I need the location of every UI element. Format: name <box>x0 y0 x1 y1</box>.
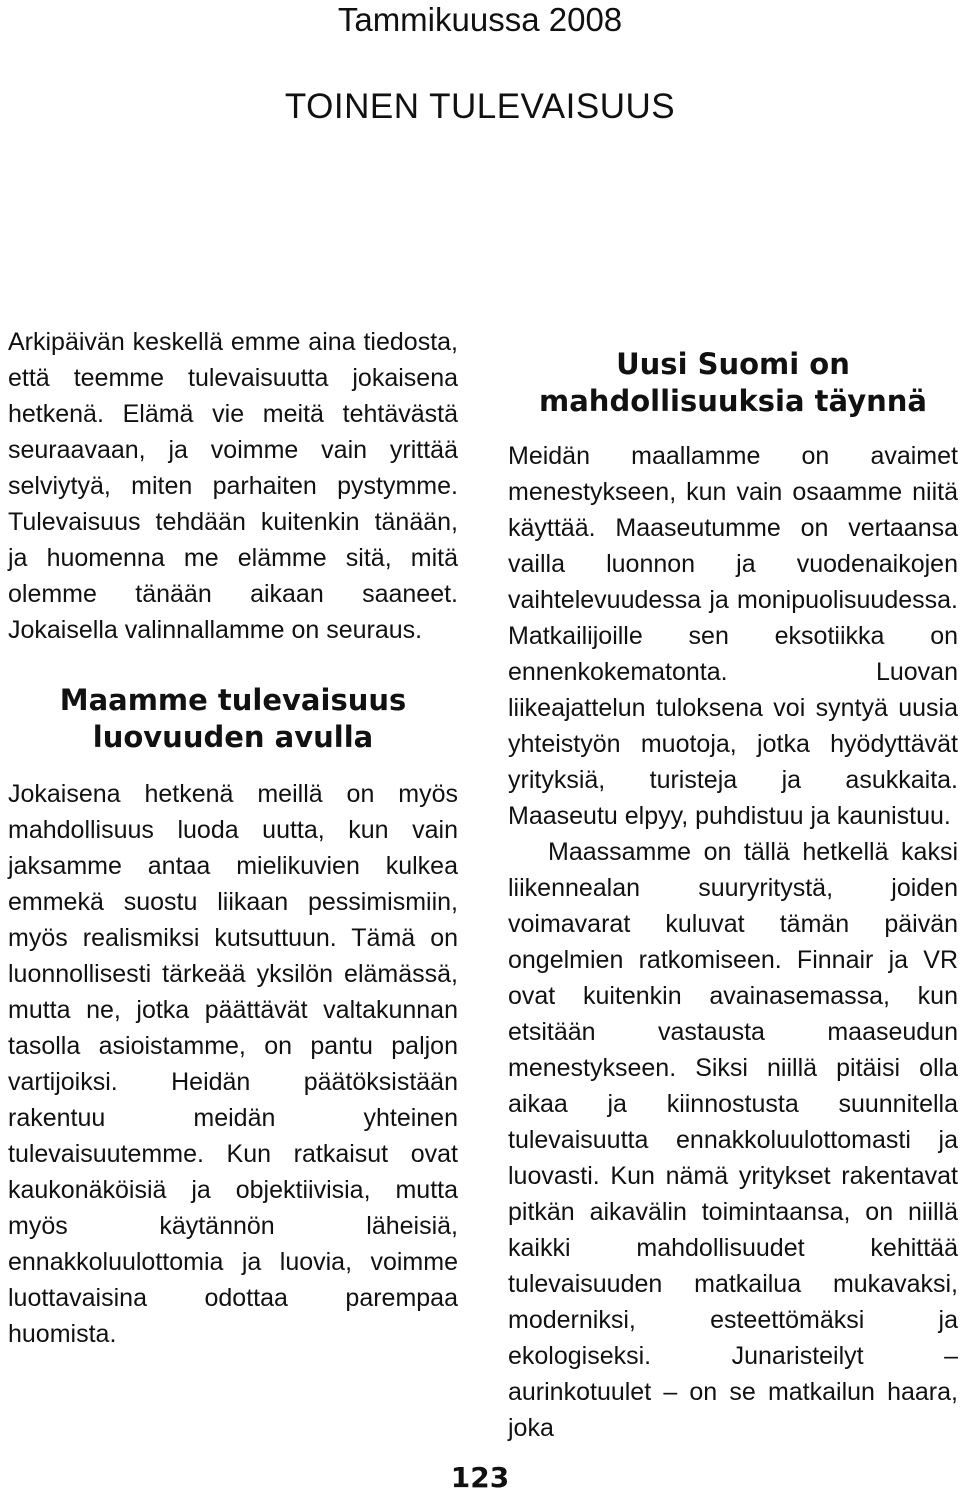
page-number: 123 <box>450 1461 510 1494</box>
page-title: TOINEN TULEVAISUUS <box>284 87 676 126</box>
left-subheading: Maamme tulevaisuus luovuuden avulla <box>59 683 407 754</box>
right-paragraph-1: Meidän maallamme on avaimet menestykseen, kun vain osaamme niitä käyttää. Maaseutumme on vertaansa vailla luonnon ja vuodenaikojen vaihtelevuudessa ja monipuolisuudessa. Matkailijoille sen eksotiikka on ennenkokematonta. Luovan liikeajattelun tuloksena voi syntyä uusia yhteistyön muotoja, jotka hyödyttävät yrityksiä, turisteja ja asukkaita. Maaseutu elpyy, puhdistuu ja kaunistuu. <box>508 442 958 830</box>
header-date: Tammikuussa 2008 <box>337 1 623 38</box>
right-paragraph-2: Maassamme on tällä hetkellä kaksi liikennealan suuryritystä, joiden voimavarat kuluvat tämän päivän ongelmien ratkomiseen. Finnair ja VR ovat kuitenkin avainasemassa, kun etsitään vastausta maaseudun menestykseen. Siksi niillä pitäisi olla aikaa ja kiinnostusta suunnitella tulevaisuutta ennakkoluulottomasti ja luovasti. Kun nämä yritykset rakentavat pitkän aikavälin toimintaansa, on niillä kaikki mahdollisuudet kehittää tulevaisuuden matkailua mukavaksi, moderniksi, esteettömäksi ja ekologiseksi. Junaristeilyt – aurinkotuulet – on se matkailun haara, joka <box>508 838 958 1442</box>
left-body-paragraph: Jokaisena hetkenä meillä on myös mahdollisuus luoda uutta, kun vain jaksamme antaa mielikuvien kulkea emmekä suostu liikaan pessimismiin, myös realismiksi kutsuttuun. Tämä on luonnollisesti tärkeää yksilön elämässä, mutta ne, jotka päättävät valtakunnan tasolla asioistamme, on pantu paljon vartijoiksi. Heidän päätöksistään rakentuu meidän yhteinen tulevaisuutemme. Kun ratkaisut ovat kaukonäköisiä ja objektiivisia, mutta myös käytännön läheisiä, ennakkoluulottomia ja luovia, voimme luottavaisina odottaa parempaa huomista. <box>8 780 458 1348</box>
left-column <box>8 324 458 1352</box>
right-subheading: Uusi Suomi on mahdollisuuksia täynnä <box>539 347 927 418</box>
right-column <box>508 346 958 1446</box>
intro-paragraph: Arkipäivän keskellä emme aina tiedosta, että teemme tulevaisuutta jokaisena hetkenä. Elämä vie meitä tehtävästä seuraavaan, ja voimme vain yrittää selviytyä, miten parhaiten pystymme. Tulevaisuus tehdään kuitenkin tänään, ja huomenna me elämme sitä, mitä olemme tänään aikaan saaneet. Jokaisella valinnallamme on seuraus. <box>8 328 458 644</box>
